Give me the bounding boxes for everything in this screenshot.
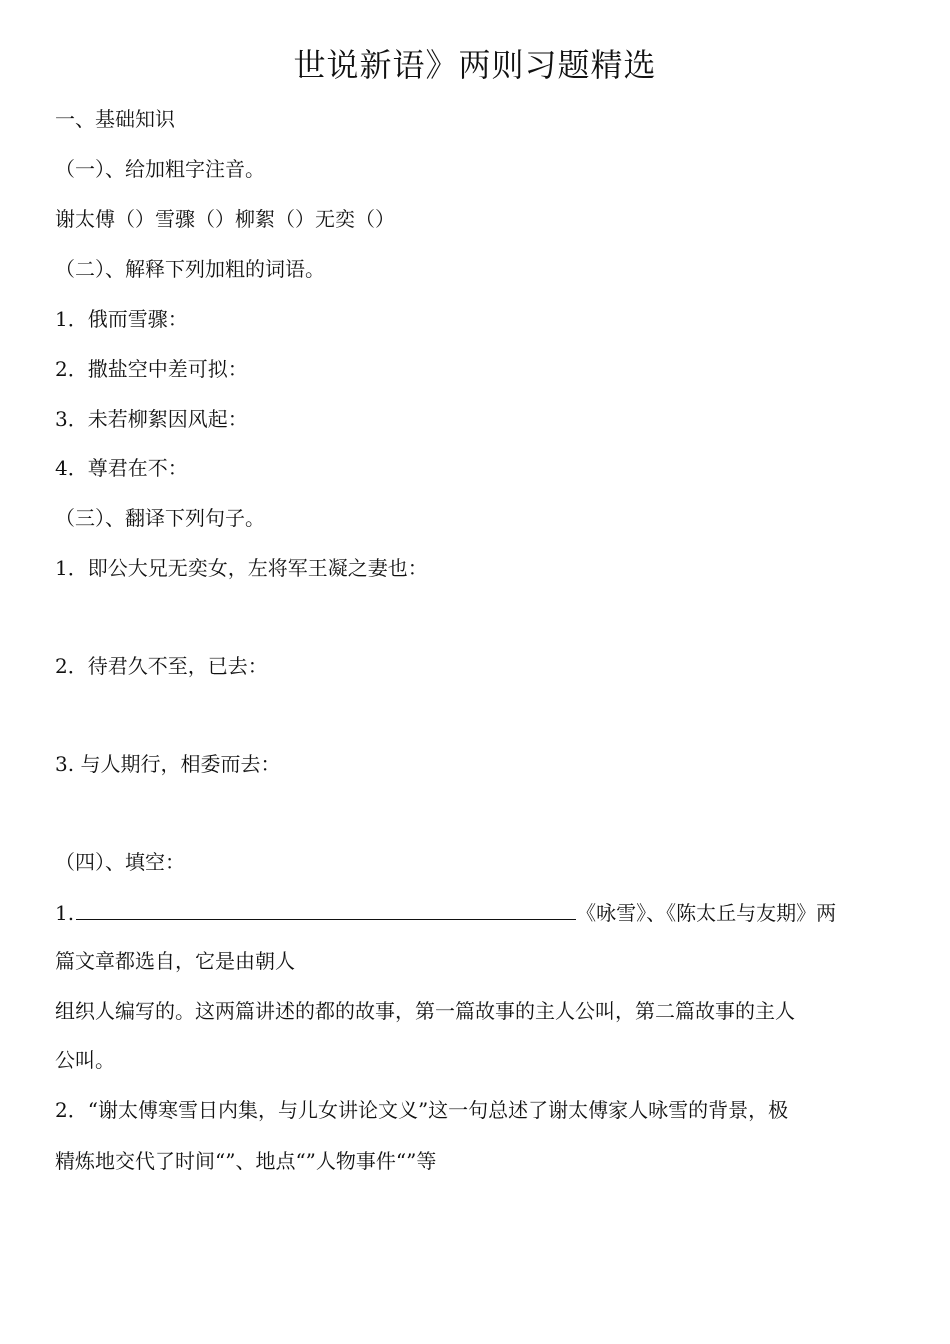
part2-heading: （二）、解释下列加粗的词语。 xyxy=(55,257,325,281)
part1-pinyin-items: 谢太傅（）雪骤（）柳絮（）无奕（） xyxy=(55,207,395,231)
part1-heading: （一）、给加粗字注音。 xyxy=(55,157,265,181)
page-title: 世说新语》两则习题精选 xyxy=(293,46,657,84)
part4-q2-line2: 精炼地交代了时间“”、地点“”人物事件“”等 xyxy=(55,1149,437,1173)
part4-q2-line1: 2．“谢太傅寒雪日内集，与儿女讲论文义”这一句总述了谢太傅家人咏雪的背景，极 xyxy=(55,1098,789,1122)
part3-item: 3. 与人期行，相委而去： xyxy=(55,752,281,776)
part3-item: 1．即公大兄无奕女，左将军王凝之妻也： xyxy=(55,556,428,580)
part3-heading: （三）、翻译下列句子。 xyxy=(55,506,265,530)
q1-answer-blank[interactable] xyxy=(76,897,576,920)
part4-q1-line2: 篇文章都选自，它是由朝人 xyxy=(55,949,295,973)
part4-q1-line1 xyxy=(55,897,836,928)
part2-item: 3．未若柳絮因风起： xyxy=(55,407,248,431)
part2-item: 2．撒盐空中差可拟： xyxy=(55,357,248,381)
part2-item: 1．俄而雪骤： xyxy=(55,307,188,331)
q1-text-after-blank: 《咏雪》、《陈太丘与友期》两 xyxy=(576,901,837,925)
part4-heading: （四）、填空： xyxy=(55,850,185,874)
section-basic-knowledge: 一、基础知识 xyxy=(55,107,175,131)
part3-item: 2．待君久不至，已去： xyxy=(55,654,268,678)
part2-item: 4．尊君在不： xyxy=(55,456,188,480)
part4-q1-line3: 组织人编写的。这两篇讲述的都的故事，第一篇故事的主人公叫，第二篇故事的主人 xyxy=(55,999,795,1023)
q1-number: 1. xyxy=(55,901,75,925)
part4-q1-line4: 公叫。 xyxy=(55,1048,115,1072)
